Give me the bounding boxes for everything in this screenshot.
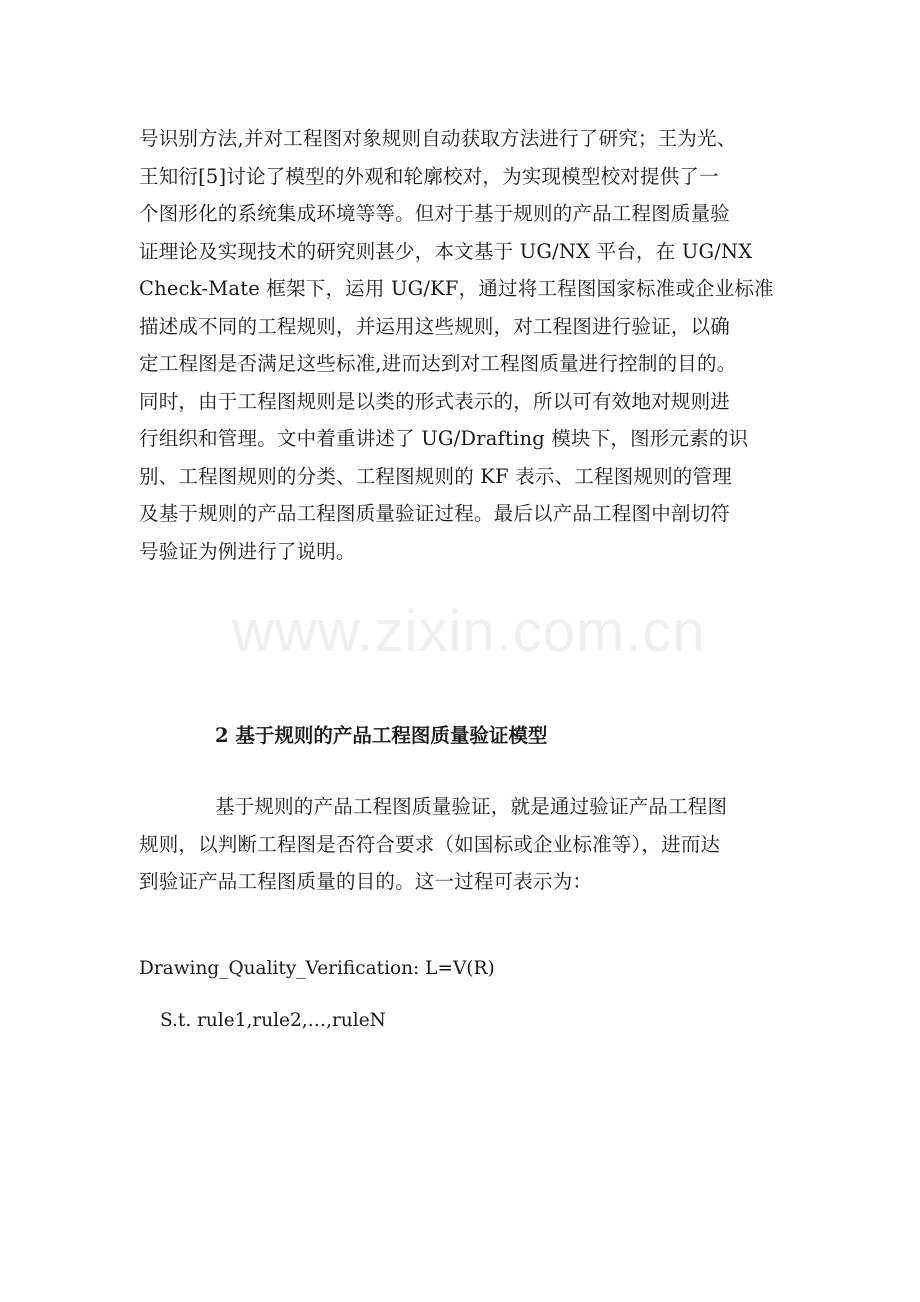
paragraph-line: 规则，以判断工程图是否符合要求（如国标或企业标准等），进而达 xyxy=(139,832,721,856)
body-paragraph-1 xyxy=(139,120,799,570)
paragraph-line: 行组织和管理。文中着重讲述了 UG/Drafting 模块下，图形元素的识 xyxy=(139,427,749,450)
paragraph-line: 王知衍[5]讨论了模型的外观和轮廓校对，为实现模型校对提供了一 xyxy=(139,164,719,188)
formula-definition: Drawing_Quality_Verification: L=V(R) xyxy=(139,958,495,979)
paragraph-line: 号识别方法,并对工程图对象规则自动获取方法进行了研究；王为光、 xyxy=(139,127,737,150)
paragraph-line: 描述成不同的工程规则，并运用这些规则，对工程图进行验证，以确 xyxy=(139,314,731,338)
section-heading: 2 基于规则的产品工程图质量验证模型 xyxy=(215,724,548,747)
paragraph-line: 基于规则的产品工程图质量验证，就是通过验证产品工程图 xyxy=(215,795,728,818)
paragraph-line: 到验证产品工程图质量的目的。这一过程可表示为： xyxy=(139,870,593,893)
paragraph-line: 同时，由于工程图规则是以类的形式表示的，所以可有效地对规则进 xyxy=(139,389,731,413)
paragraph-line: 及基于规则的产品工程图质量验证过程。最后以产品工程图中剖切符 xyxy=(139,502,731,525)
paragraph-line: 证理论及实现技术的研究则甚少，本文基于 UG/NX 平台，在 UG/NX xyxy=(139,239,753,263)
paragraph-line: 号验证为例进行了说明。 xyxy=(139,539,356,563)
formula-constraint: S.t. rule1,rule2,…,ruleN xyxy=(160,1010,386,1031)
body-paragraph-2 xyxy=(139,788,799,901)
paragraph-line: Check-Mate 框架下，运用 UG/KF，通过将工程图国家标准或企业标准 xyxy=(139,277,774,300)
paragraph-line: 定工程图是否满足这些标准,进而达到对工程图质量进行控制的目的。 xyxy=(139,352,737,375)
paragraph-line: 别、工程图规则的分类、工程图规则的 KF 表示、工程图规则的管理 xyxy=(139,464,732,488)
watermark: www.zixin.com.cn xyxy=(232,599,706,664)
paragraph-line: 个图形化的系统集成环境等等。但对于基于规则的产品工程图质量验 xyxy=(139,202,731,225)
